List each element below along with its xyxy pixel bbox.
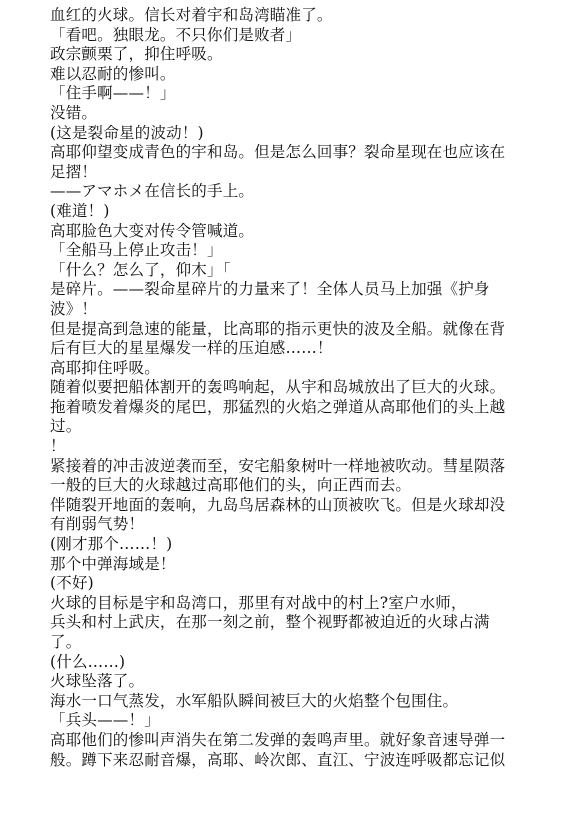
- text-line: 有削弱气势！: [50, 515, 145, 534]
- text-line: 紧接着的冲击波逆袭而至，安宅船象树叶一样地被吹动。彗星陨落: [50, 456, 506, 475]
- text-line: 般。蹲下来忍耐音爆，高耶、岭次郎、直江、宁波连呼吸都忘记似: [50, 750, 506, 769]
- text-line: 拖着喷发着爆炎的尾巴，那猛烈的火焰之弹道从高耶他们的头上越: [50, 397, 506, 416]
- text-line: 足摺！: [50, 162, 98, 181]
- text-line: 血红的火球。信长对着宇和岛湾瞄准了。: [50, 6, 333, 24]
- text-line: 海水一口气蒸发，水军船队瞬间被巨大的火焰整个包围住。: [50, 691, 459, 710]
- text-line: (不好): [50, 574, 94, 593]
- text-line: (刚才那个……！): [50, 535, 173, 554]
- text-line: 高耶他们的惨叫声消失在第二发弹的轰鸣声里。就好象音速导弹一: [50, 730, 506, 749]
- text-line: (难道！): [50, 201, 110, 220]
- text-line: (什么……): [50, 652, 126, 671]
- text-line: 伴随裂开地面的轰响，九岛鸟居森林的山顶被吹飞。但是火球却没: [50, 495, 506, 514]
- text-line: 难以忍耐的惨叫。: [50, 64, 176, 83]
- text-line: 高耶脸色大变对传令管喊道。: [50, 221, 255, 240]
- text-line: 「兵头——！」: [50, 711, 160, 730]
- text-line: 那个中弹海域是！: [50, 554, 176, 573]
- text-line: ——アマホメ在信长的手上。: [50, 182, 255, 201]
- text-line: 「全船马上停止攻击！」: [50, 241, 223, 260]
- text-line: 一般的巨大的火球越过高耶他们的头，向正西而去。: [50, 476, 412, 495]
- text-line: 兵头和村上武庆，在那一刻之前，整个视野都被迫近的火球占满: [50, 613, 490, 632]
- text-line: 随着似要把船体割开的轰鸣响起，从宇和岛城放出了巨大的火球。: [50, 378, 506, 397]
- text-line: 是碎片。——裂命星碎片的力量来了！全体人员马上加强《护身: [50, 280, 490, 299]
- text-line: 高耶抑住呼吸。: [50, 358, 160, 377]
- text-line: 火球坠落了。: [50, 672, 145, 691]
- text-line: 「什么？怎么了，仰木」「: [50, 260, 231, 279]
- text-line: ！: [50, 437, 66, 456]
- text-line: 没错。: [50, 103, 98, 122]
- text-line: 火球的目标是宇和岛湾口，那里有对战中的村上?室户水师，: [50, 593, 467, 612]
- text-line: 了。: [50, 633, 82, 651]
- text-line: 政宗颤栗了，抑住呼吸。: [50, 45, 223, 64]
- text-line: 过。: [50, 417, 82, 436]
- text-line: (这是裂命星的波动！): [50, 123, 204, 142]
- text-body: [50, 6, 563, 770]
- text-line: 「看吧。独眼龙。不只你们是败者」: [50, 25, 302, 44]
- text-line: 波》！: [50, 299, 98, 318]
- text-line: 「住手啊——！」: [50, 84, 176, 103]
- text-line: 高耶仰望变成青色的宇和岛。但是怎么回事？裂命星现在也应该在: [50, 143, 506, 162]
- text-line: 后有巨大的星星爆发一样的压迫感……！: [50, 339, 333, 358]
- text-line: 但是提高到急速的能量，比高耶的指示更快的波及全船。就像在背: [50, 319, 506, 338]
